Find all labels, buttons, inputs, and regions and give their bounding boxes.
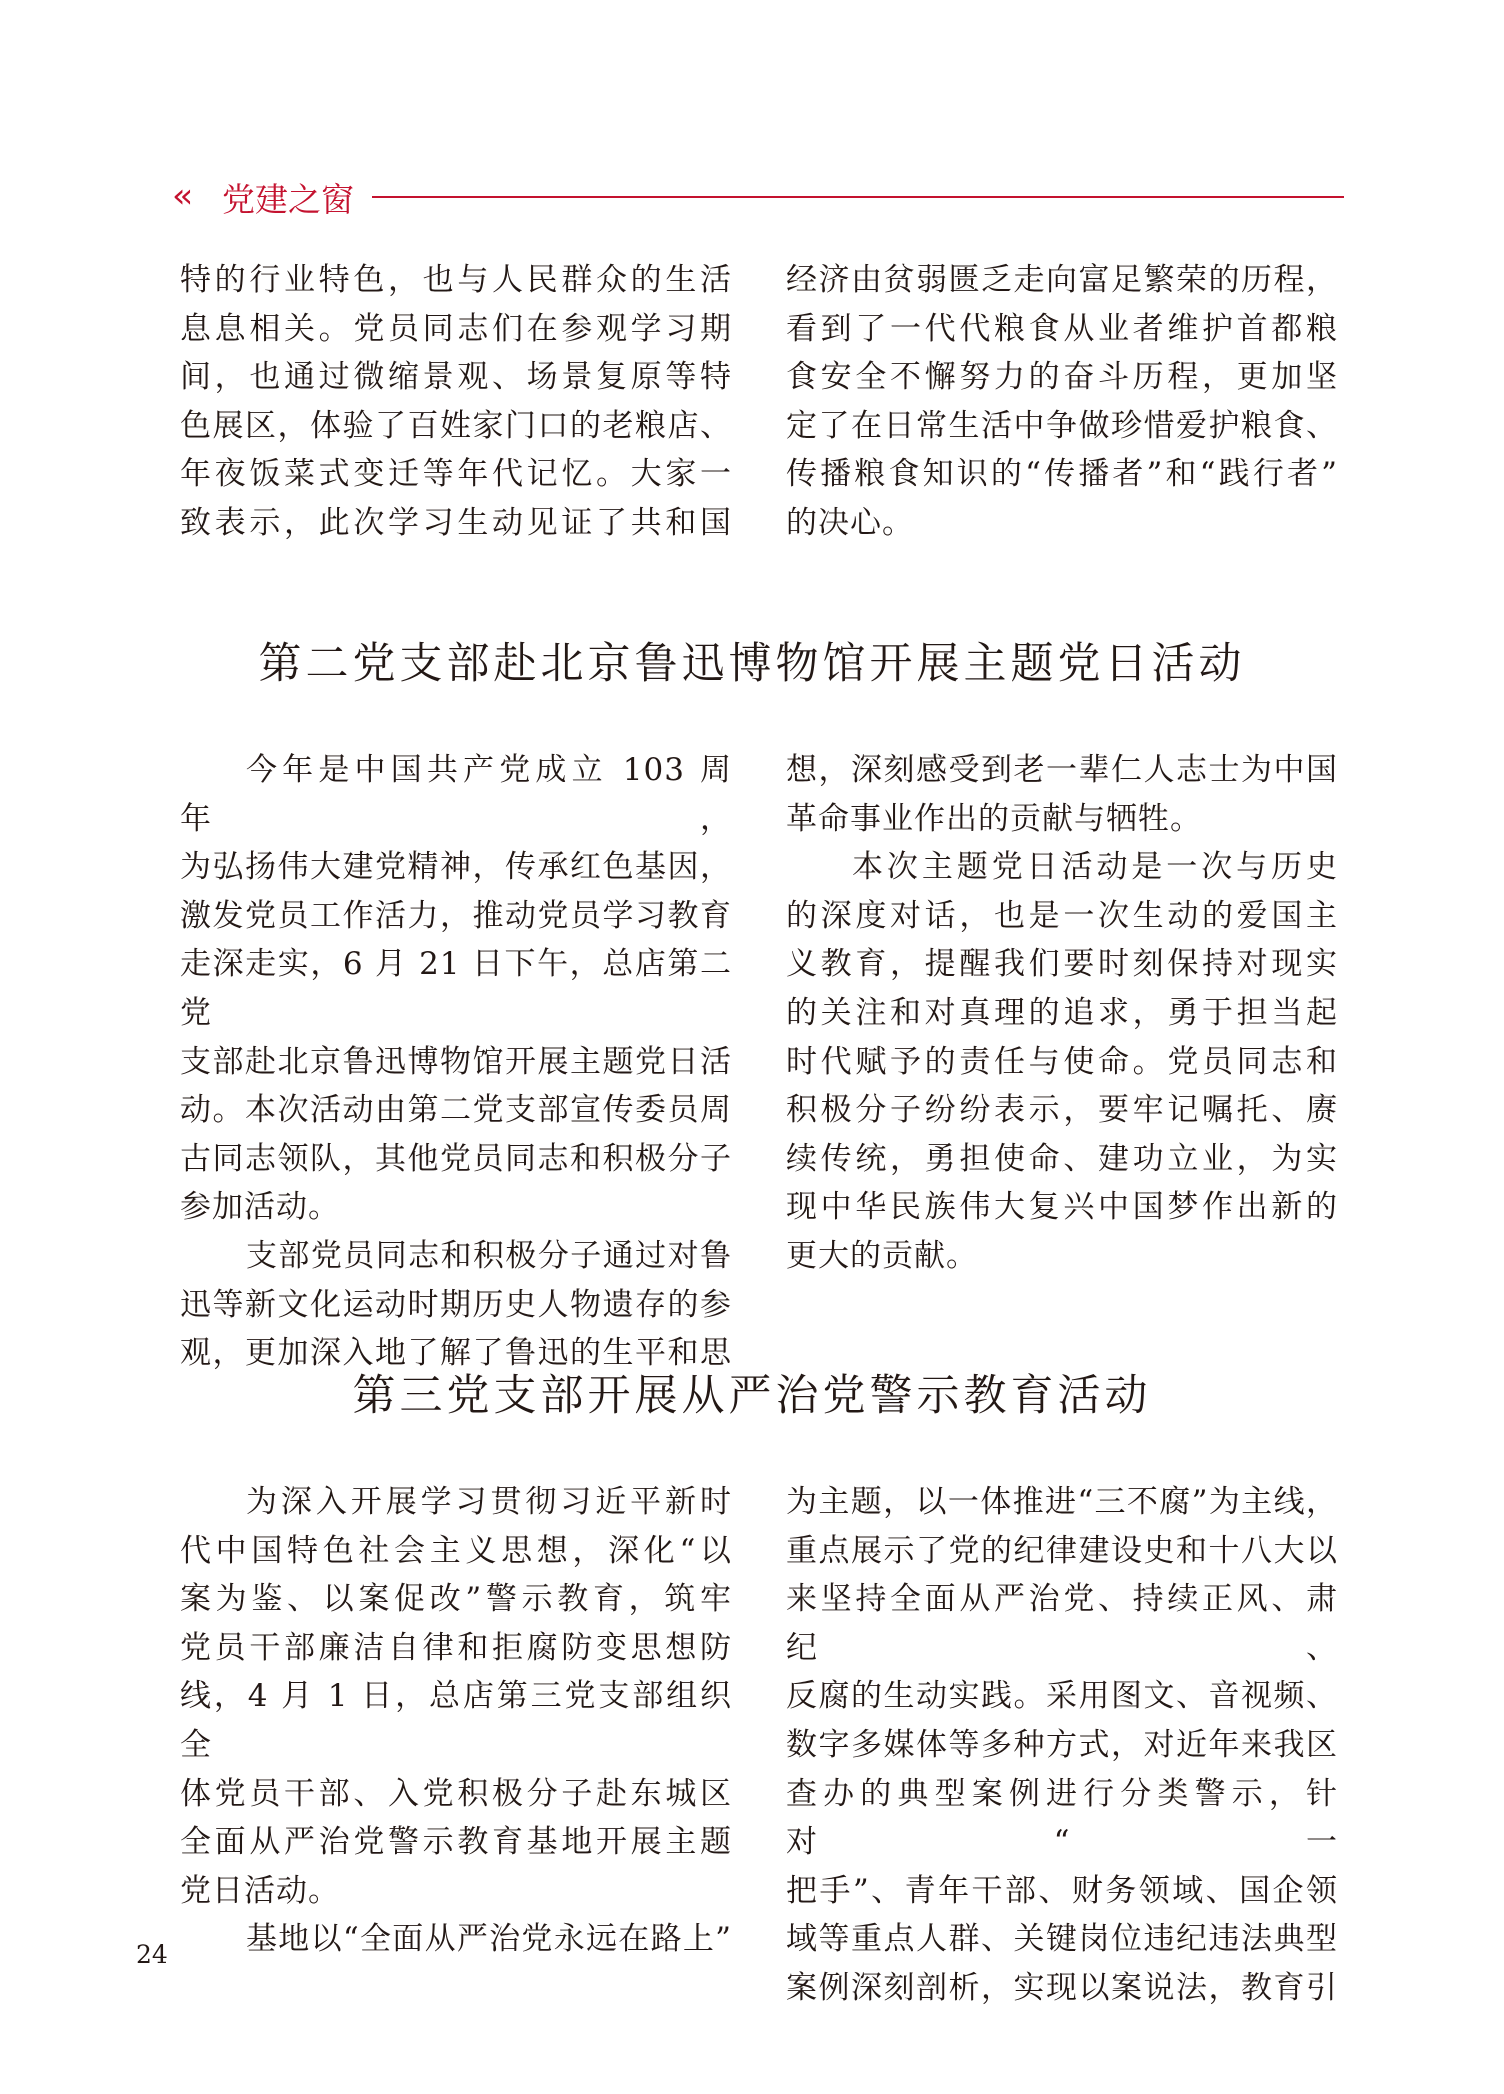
paragraph-line: 数字多媒体等多种方式，对近年来我区	[786, 1726, 1338, 1763]
page-number: 24	[136, 1940, 168, 1969]
double-chevron-left-icon: ‹‹	[172, 176, 188, 216]
paragraph-line: 反腐的生动实践。采用图文、音视频、	[786, 1678, 1338, 1715]
paragraph-line: 义教育，提醒我们要时刻保持对现实	[786, 946, 1338, 983]
header-rule	[372, 196, 1344, 198]
paragraph-line: 案为鉴、以案促改”警示教育，筑牢	[180, 1581, 732, 1618]
section3-title: 第三党支部开展从严治党警示教育活动	[352, 1371, 1152, 1421]
paragraph-line: 党员干部廉洁自律和拒腐防变思想防	[180, 1629, 732, 1666]
paragraph-line: 案例深刻剖析，实现以案说法，教育引	[786, 1969, 1338, 2006]
paragraph-line: 把手”、青年干部、财务领域、国企领	[786, 1872, 1338, 1909]
paragraph-line: 现中华民族伟大复兴中国梦作出新的	[786, 1189, 1338, 1226]
paragraph-line: 更大的贡献。	[786, 1237, 978, 1274]
paragraph-line: 支部赴北京鲁迅博物馆开展主题党日活	[180, 1043, 732, 1080]
paragraph-line: 支部党员同志和积极分子通过对鲁	[246, 1237, 732, 1274]
paragraph-line: 致表示，此次学习生动见证了共和国	[180, 504, 732, 541]
paragraph-line: 参加活动。	[180, 1189, 340, 1226]
paragraph-line: 激发党员工作活力，推动党员学习教育	[180, 897, 732, 934]
paragraph-line: 革命事业作出的贡献与牺牲。	[786, 800, 1202, 837]
paragraph-line: 食安全不懈努力的奋斗历程，更加坚	[786, 359, 1338, 396]
paragraph-line: 间，也通过微缩景观、场景复原等特	[180, 359, 732, 396]
paragraph-line: 定了在日常生活中争做珍惜爱护粮食、	[786, 407, 1338, 444]
paragraph-line: 为主题，以一体推进“三不腐”为主线，	[786, 1484, 1338, 1520]
paragraph-line: 本次主题党日活动是一次与历史	[852, 849, 1338, 886]
paragraph-line: 体党员干部、入党积极分子赴东城区	[180, 1775, 732, 1812]
section-header	[172, 174, 1344, 220]
paragraph-line: 基地以“全面从严治党永远在路上”	[246, 1921, 732, 1958]
paragraph-line: 续传统，勇担使命、建功立业，为实	[786, 1140, 1338, 1177]
paragraph-line: 线，4 月 1 日，总店第三党支部组织全	[180, 1678, 732, 1763]
paragraph-line: 来坚持全面从严治党、持续正风、肃纪、	[786, 1581, 1338, 1666]
paragraph-line: 的深度对话，也是一次生动的爱国主	[786, 897, 1338, 934]
column-title: 党建之窗	[222, 180, 354, 219]
s1-left-column	[180, 256, 732, 548]
paragraph-line: 观，更加深入地了解了鲁迅的生平和思	[180, 1335, 732, 1372]
section2-title: 第二党支部赴北京鲁迅博物馆开展主题党日活动	[258, 639, 1246, 689]
paragraph-line: 查办的典型案例进行分类警示，针对“一	[786, 1775, 1338, 1861]
paragraph-line: 特的行业特色，也与人民群众的生活	[180, 262, 732, 298]
s2-right-column	[786, 746, 1338, 1281]
paragraph-line: 走深走实，6 月 21 日下午，总店第二党	[180, 946, 732, 1031]
paragraph-line: 色展区，体验了百姓家门口的老粮店、	[180, 407, 732, 444]
paragraph-line: 时代赋予的责任与使命。党员同志和	[786, 1043, 1338, 1080]
paragraph-line: 为弘扬伟大建党精神，传承红色基因，	[180, 849, 732, 886]
paragraph-line: 传播粮食知识的“传播者”和“践行者”	[786, 456, 1338, 493]
paragraph-line: 积极分子纷纷表示，要牢记嘱托、赓	[786, 1092, 1338, 1129]
paragraph-line: 为深入开展学习贯彻习近平新时	[246, 1484, 732, 1520]
paragraph-line: 息息相关。党员同志们在参观学习期	[180, 310, 732, 347]
paragraph-line: 党日活动。	[180, 1872, 340, 1909]
paragraph-line: 全面从严治党警示教育基地开展主题	[180, 1824, 732, 1861]
paragraph-line: 代中国特色社会主义思想，深化“以	[180, 1532, 732, 1569]
paragraph-line: 迅等新文化运动时期历史人物遗存的参	[180, 1286, 732, 1323]
paragraph-line: 古同志领队，其他党员同志和积极分子	[180, 1140, 732, 1177]
s3-left-column	[180, 1478, 732, 1964]
s3-right-column	[786, 1478, 1338, 2013]
s1-right-column	[786, 256, 1338, 548]
s2-left-column	[180, 746, 732, 1378]
paragraph-line: 年夜饭菜式变迁等年代记忆。大家一	[180, 456, 732, 493]
paragraph-line: 域等重点人群、关键岗位违纪违法典型	[786, 1921, 1338, 1958]
paragraph-line: 重点展示了党的纪律建设史和十八大以	[786, 1532, 1338, 1569]
paragraph-line: 的决心。	[786, 504, 914, 541]
paragraph-line: 动。本次活动由第二党支部宣传委员周	[180, 1092, 732, 1129]
paragraph-line: 今年是中国共产党成立 103 周年，	[180, 752, 732, 837]
paragraph-line: 的关注和对真理的追求，勇于担当起	[786, 994, 1338, 1031]
paragraph-line: 经济由贫弱匮乏走向富足繁荣的历程，	[786, 262, 1338, 298]
paragraph-line: 看到了一代代粮食从业者维护首都粮	[786, 310, 1338, 347]
paragraph-line: 想，深刻感受到老一辈仁人志士为中国	[786, 752, 1338, 788]
